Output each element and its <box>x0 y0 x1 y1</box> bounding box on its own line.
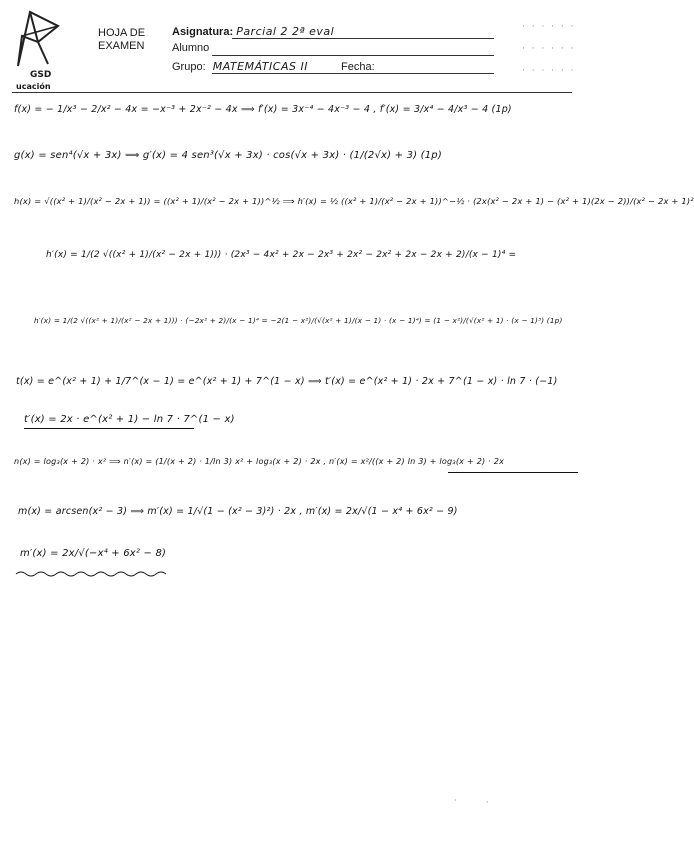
date-label: Fecha: <box>341 61 375 73</box>
group-label: Grupo: <box>172 61 206 73</box>
header-divider <box>12 92 572 93</box>
formula-line-g: g(x) = sen⁴(√x + 3x) ⟹ g′(x) = 4 sen³(√x + 3x) · cos(√x + 3x) · (1/(2√x) + 3) (1p) <box>14 150 442 161</box>
formula-line-h: h(x) = √((x² + 1)/(x² − 2x + 1)) = ((x² + 1)/(x² − 2x + 1))^½ ⟹ h′(x) = ½ ((x² + 1)/(x² − 2x + 1))^−½ · (2x(x² − 2x + 1) − (x² + 1)(2x − 2))/(x² − 2x + 1)² <box>14 196 694 206</box>
logo-code: GSD <box>30 70 52 80</box>
corner-mark: · · · · · · <box>522 44 576 54</box>
subject-underline <box>232 38 494 39</box>
formula-line-m-result: m′(x) = 2x/√(−x⁴ + 6x² − 8) <box>20 548 167 559</box>
logo-subtitle: ucación <box>16 82 51 91</box>
formula-line-t-result: t′(x) = 2x · e^(x² + 1) − ln 7 · 7^(1 − x) <box>24 414 235 425</box>
student-field <box>172 42 209 54</box>
formula-line-n: n(x) = log₃(x + 2) · x² ⟹ n′(x) = (1/(x + 2) · 1/ln 3) x² + log₃(x + 2) · 2x , n′(x) = x²/((x + 2) ln 3) + log₃(x + 2) · 2x <box>14 456 505 466</box>
logo-shield-icon <box>8 6 68 72</box>
formula-line-t: t(x) = e^(x² + 1) + 1/7^(x − 1) = e^(x² + 1) + 7^(1 − x) ⟹ t′(x) = e^(x² + 1) · 2x + 7^(1 − x) · ln 7 · (−1) <box>16 376 558 387</box>
corner-mark: · · · · · · <box>522 66 576 76</box>
corner-mark: · · · · · · <box>522 22 576 32</box>
result-underline <box>448 472 578 473</box>
subject-field <box>172 25 334 38</box>
result-underline <box>24 428 194 429</box>
school-logo <box>8 6 80 92</box>
sheet-title: HOJA DE EXAMEN <box>98 27 146 52</box>
formula-line-f: f(x) = − 1/x³ − 2/x² − 4x = −x⁻³ + 2x⁻² − 4x ⟹ f′(x) = 3x⁻⁴ − 4x⁻³ − 4 , f′(x) = 3/x⁴ − 4/x³ − 4 (1p) <box>14 104 512 115</box>
student-underline <box>212 55 494 56</box>
subject-value: Parcial 2 2ª eval <box>236 25 335 38</box>
student-label: Alumno <box>172 42 210 54</box>
formula-line-h-result: h′(x) = 1/(2 √((x² + 1)/(x² − 2x + 1))) · (−2x² + 2)/(x − 1)⁴ = −2(1 − x²)/(√(x² + 1)/(x − 1) · (x − 1)⁴) = (1 − x²)/(√(x² + 1) · (x − 1)³) (1p) <box>34 316 563 325</box>
scan-speck: · <box>486 798 489 807</box>
result-wavy-underline <box>16 570 166 578</box>
scan-speck: · <box>454 796 457 805</box>
subject-label: Asignatura: <box>172 26 234 38</box>
group-field <box>172 60 375 73</box>
group-value: MATEMÁTICAS II <box>212 60 308 73</box>
group-underline <box>212 73 494 74</box>
formula-line-h-step: h′(x) = 1/(2 √((x² + 1)/(x² − 2x + 1))) · (2x³ − 4x² + 2x − 2x³ + 2x² − 2x² + 2x − 2x + 2)/(x − 1)⁴ = <box>46 250 517 260</box>
formula-line-m: m(x) = arcsen(x² − 3) ⟹ m′(x) = 1/√(1 − (x² − 3)²) · 2x , m′(x) = 2x/√(1 − x⁴ + 6x² − 9) <box>18 506 458 517</box>
